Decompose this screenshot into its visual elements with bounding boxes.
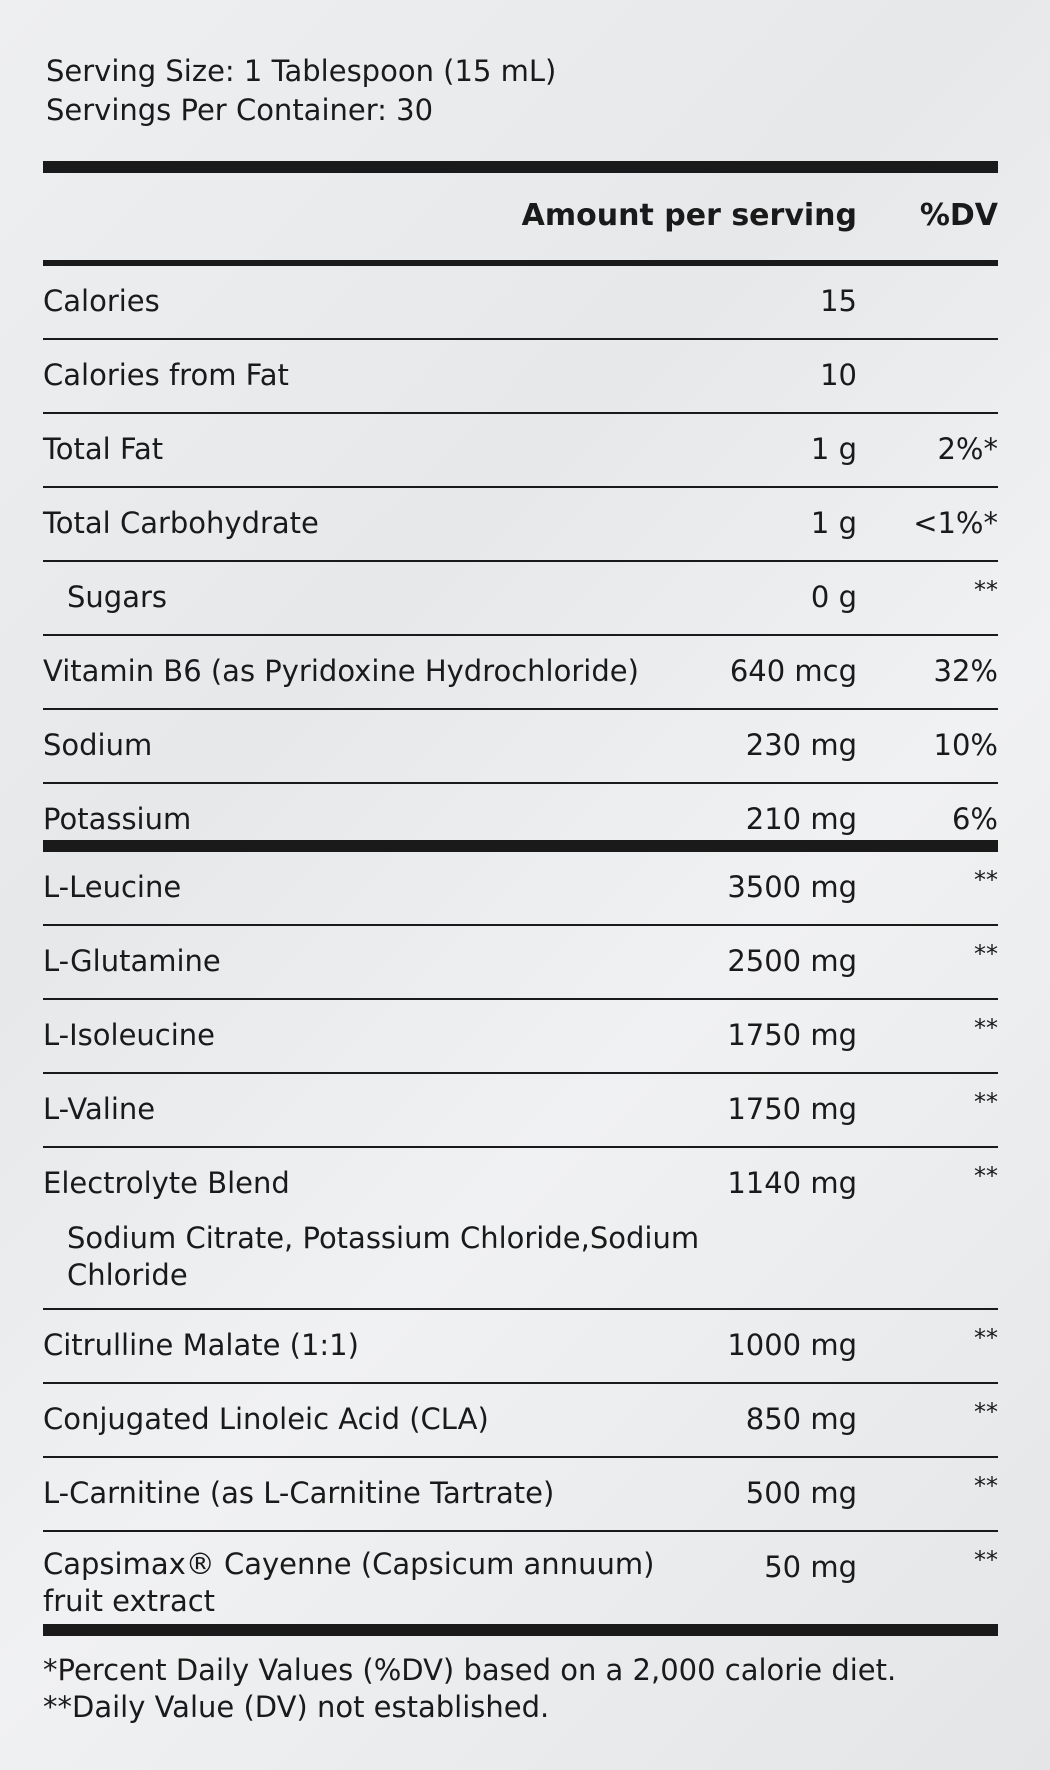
nutrient-amount: 640 mcg [729,654,857,688]
nutrient-row [43,340,998,414]
nutrient-name: Potassium [43,802,192,836]
nutrient-name: Calories from Fat [43,358,289,392]
nutrient-amount: 1 g [810,506,857,540]
nutrient-name: Calories [43,284,160,318]
nutrient-dv: 2%* [937,432,998,466]
ingredient-rows [43,852,998,1636]
ingredient-row [43,926,998,1000]
ingredient-name: Capsimax® Cayenne (Capsicum annuum) fruit extract [43,1547,655,1618]
ingredient-name: L-Leucine [43,870,182,904]
bottom-divider [43,1624,998,1636]
ingredient-name: L-Valine [43,1092,156,1126]
footnote-not-established: **Daily Value (DV) not established. [43,1690,550,1724]
ingredient-amount: 2500 mg [727,944,857,978]
nutrient-name: Total Carbohydrate [43,506,319,540]
nutrient-row [43,636,998,710]
nutrient-rows [43,266,998,856]
ingredient-name: L-Glutamine [43,944,221,978]
nutrient-amount: 0 g [810,580,857,614]
servings-per-container: Servings Per Container: 30 [46,93,434,127]
ingredient-dv: ** [974,1324,998,1352]
nutrient-amount: 230 mg [745,728,857,762]
nutrient-name: Vitamin B6 (as Pyridoxine Hydrochloride) [43,654,639,688]
ingredient-dv: ** [974,1088,998,1116]
ingredient-amount: 1750 mg [727,1092,857,1126]
ingredient-dv: ** [974,1014,998,1042]
ingredient-row [43,1074,998,1148]
ingredient-amount: 1000 mg [727,1328,857,1362]
ingredient-name: Conjugated Linoleic Acid (CLA) [43,1402,489,1436]
nutrient-row [43,266,998,340]
ingredient-amount: 850 mg [745,1402,857,1436]
ingredient-dv: ** [974,866,998,894]
nutrient-name: Total Fat [43,432,164,466]
nutrient-dv: 10% [933,728,998,762]
nutrient-row [43,488,998,562]
serving-info [46,52,556,130]
ingredient-amount: 1140 mg [727,1166,857,1200]
dv-header: %DV [919,198,998,233]
ingredient-amount: 50 mg [764,1550,857,1584]
nutrient-amount: 210 mg [745,802,857,836]
nutrient-dv: <1%* [913,506,998,540]
ingredient-row [43,1458,998,1532]
serving-size: Serving Size: 1 Tablespoon (15 mL) [46,54,557,88]
ingredient-row [43,1148,998,1310]
nutrient-name: Sodium [43,728,153,762]
ingredient-row [43,1384,998,1458]
nutrient-dv: ** [974,576,998,604]
middle-divider [43,840,998,852]
ingredient-row [43,1532,998,1636]
ingredient-dv: ** [974,940,998,968]
footnotes [43,1652,896,1726]
ingredient-name: L-Carnitine (as L-Carnitine Tartrate) [43,1476,555,1510]
nutrient-amount: 10 [820,358,857,392]
ingredient-name: Electrolyte Blend [43,1166,290,1200]
ingredient-amount: 1750 mg [727,1018,857,1052]
amount-header: Amount per serving [521,198,857,233]
nutrient-amount: 15 [820,284,857,318]
nutrient-row [43,710,998,784]
column-header [43,198,998,242]
ingredient-sub-list: Sodium Citrate, Potassium Chloride,Sodium Chloride [67,1221,700,1292]
ingredient-dv: ** [974,1162,998,1190]
ingredient-row [43,1000,998,1074]
ingredient-row [43,1310,998,1384]
ingredient-row [43,852,998,926]
ingredient-dv: ** [974,1472,998,1500]
nutrient-amount: 1 g [810,432,857,466]
ingredient-name: L-Isoleucine [43,1018,216,1052]
ingredient-amount: 3500 mg [727,870,857,904]
top-divider [43,161,998,173]
nutrient-dv: 6% [951,802,998,836]
nutrient-dv: 32% [933,654,998,688]
nutrient-name: Sugars [67,580,167,614]
ingredient-dv: ** [974,1398,998,1426]
footnote-dv: *Percent Daily Values (%DV) based on a 2,000 calorie diet. [43,1653,897,1687]
ingredient-name: Citrulline Malate (1:1) [43,1328,359,1362]
nutrient-row [43,562,998,636]
ingredient-dv: ** [974,1546,998,1574]
ingredient-amount: 500 mg [745,1476,857,1510]
nutrient-row [43,414,998,488]
